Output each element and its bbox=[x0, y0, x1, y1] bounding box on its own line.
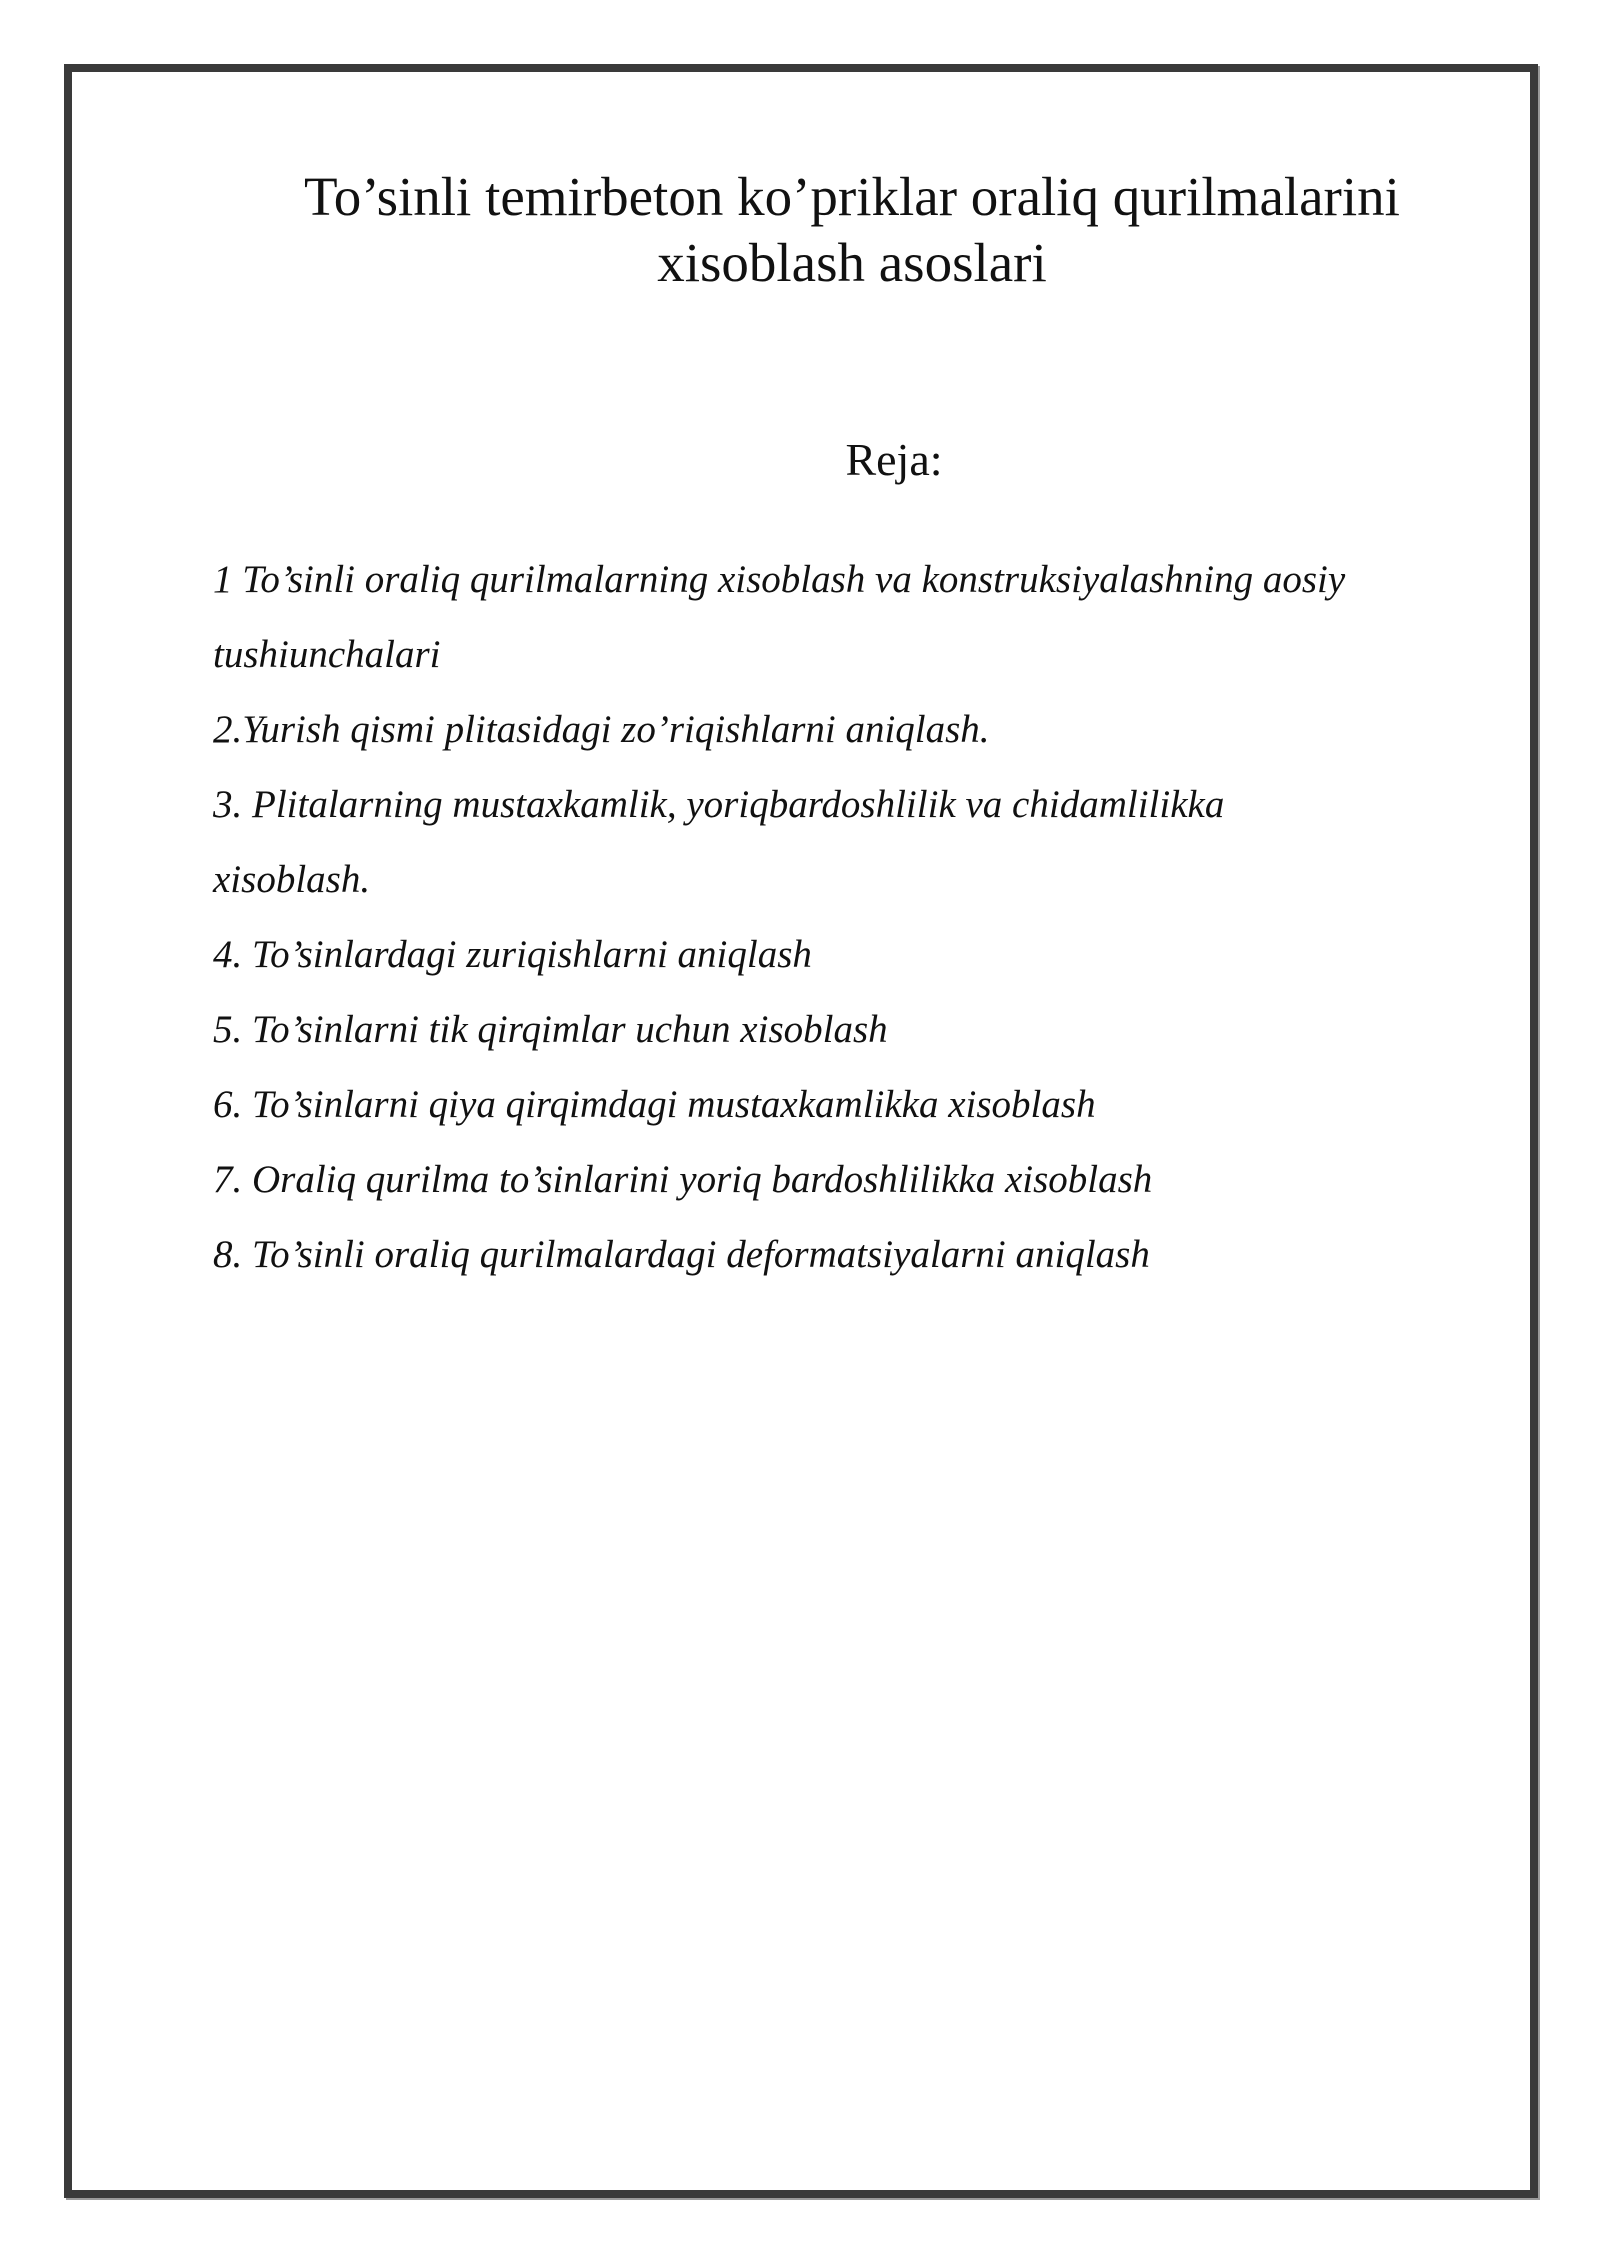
document-title bbox=[252, 164, 1452, 296]
plan-item-3-line-2: xisoblash. bbox=[213, 858, 371, 901]
plan-item-3-line-1: 3. Plitalarning mustaxkamlik, yoriqbardoshlilik va chidamlilikka bbox=[213, 783, 1225, 826]
plan-item-5: 5. To’sinlarni tik qirqimlar uchun xisoblash bbox=[213, 1008, 888, 1051]
plan-item-1-line-2: tushiunchalari bbox=[213, 633, 441, 676]
plan-list bbox=[213, 542, 1513, 1292]
plan-item-6: 6. To’sinlarni qiya qirqimdagi mustaxkamlikka xisoblash bbox=[213, 1083, 1096, 1126]
plan-item-2: 2.Yurish qismi plitasidagi zo’riqishlarni aniqlash. bbox=[213, 708, 990, 751]
plan-item-7: 7. Oraliq qurilma to’sinlarini yoriq bardoshlilikka xisoblash bbox=[213, 1158, 1153, 1201]
title-line-2: xisoblash asoslari bbox=[657, 232, 1047, 293]
plan-item-1-line-1: 1 To’sinli oraliq qurilmalarning xisoblash va konstruksiyalashning aosiy bbox=[213, 558, 1346, 601]
plan-item-8: 8. To’sinli oraliq qurilmalardagi deformatsiyalarni aniqlash bbox=[213, 1233, 1150, 1276]
page-frame bbox=[64, 64, 1538, 2198]
plan-heading: Reja: bbox=[845, 434, 943, 485]
title-line-1: To’sinli temirbeton ko’priklar oraliq qurilmalarini bbox=[304, 166, 1400, 227]
plan-item-4: 4. To’sinlardagi zuriqishlarni aniqlash bbox=[213, 933, 812, 976]
